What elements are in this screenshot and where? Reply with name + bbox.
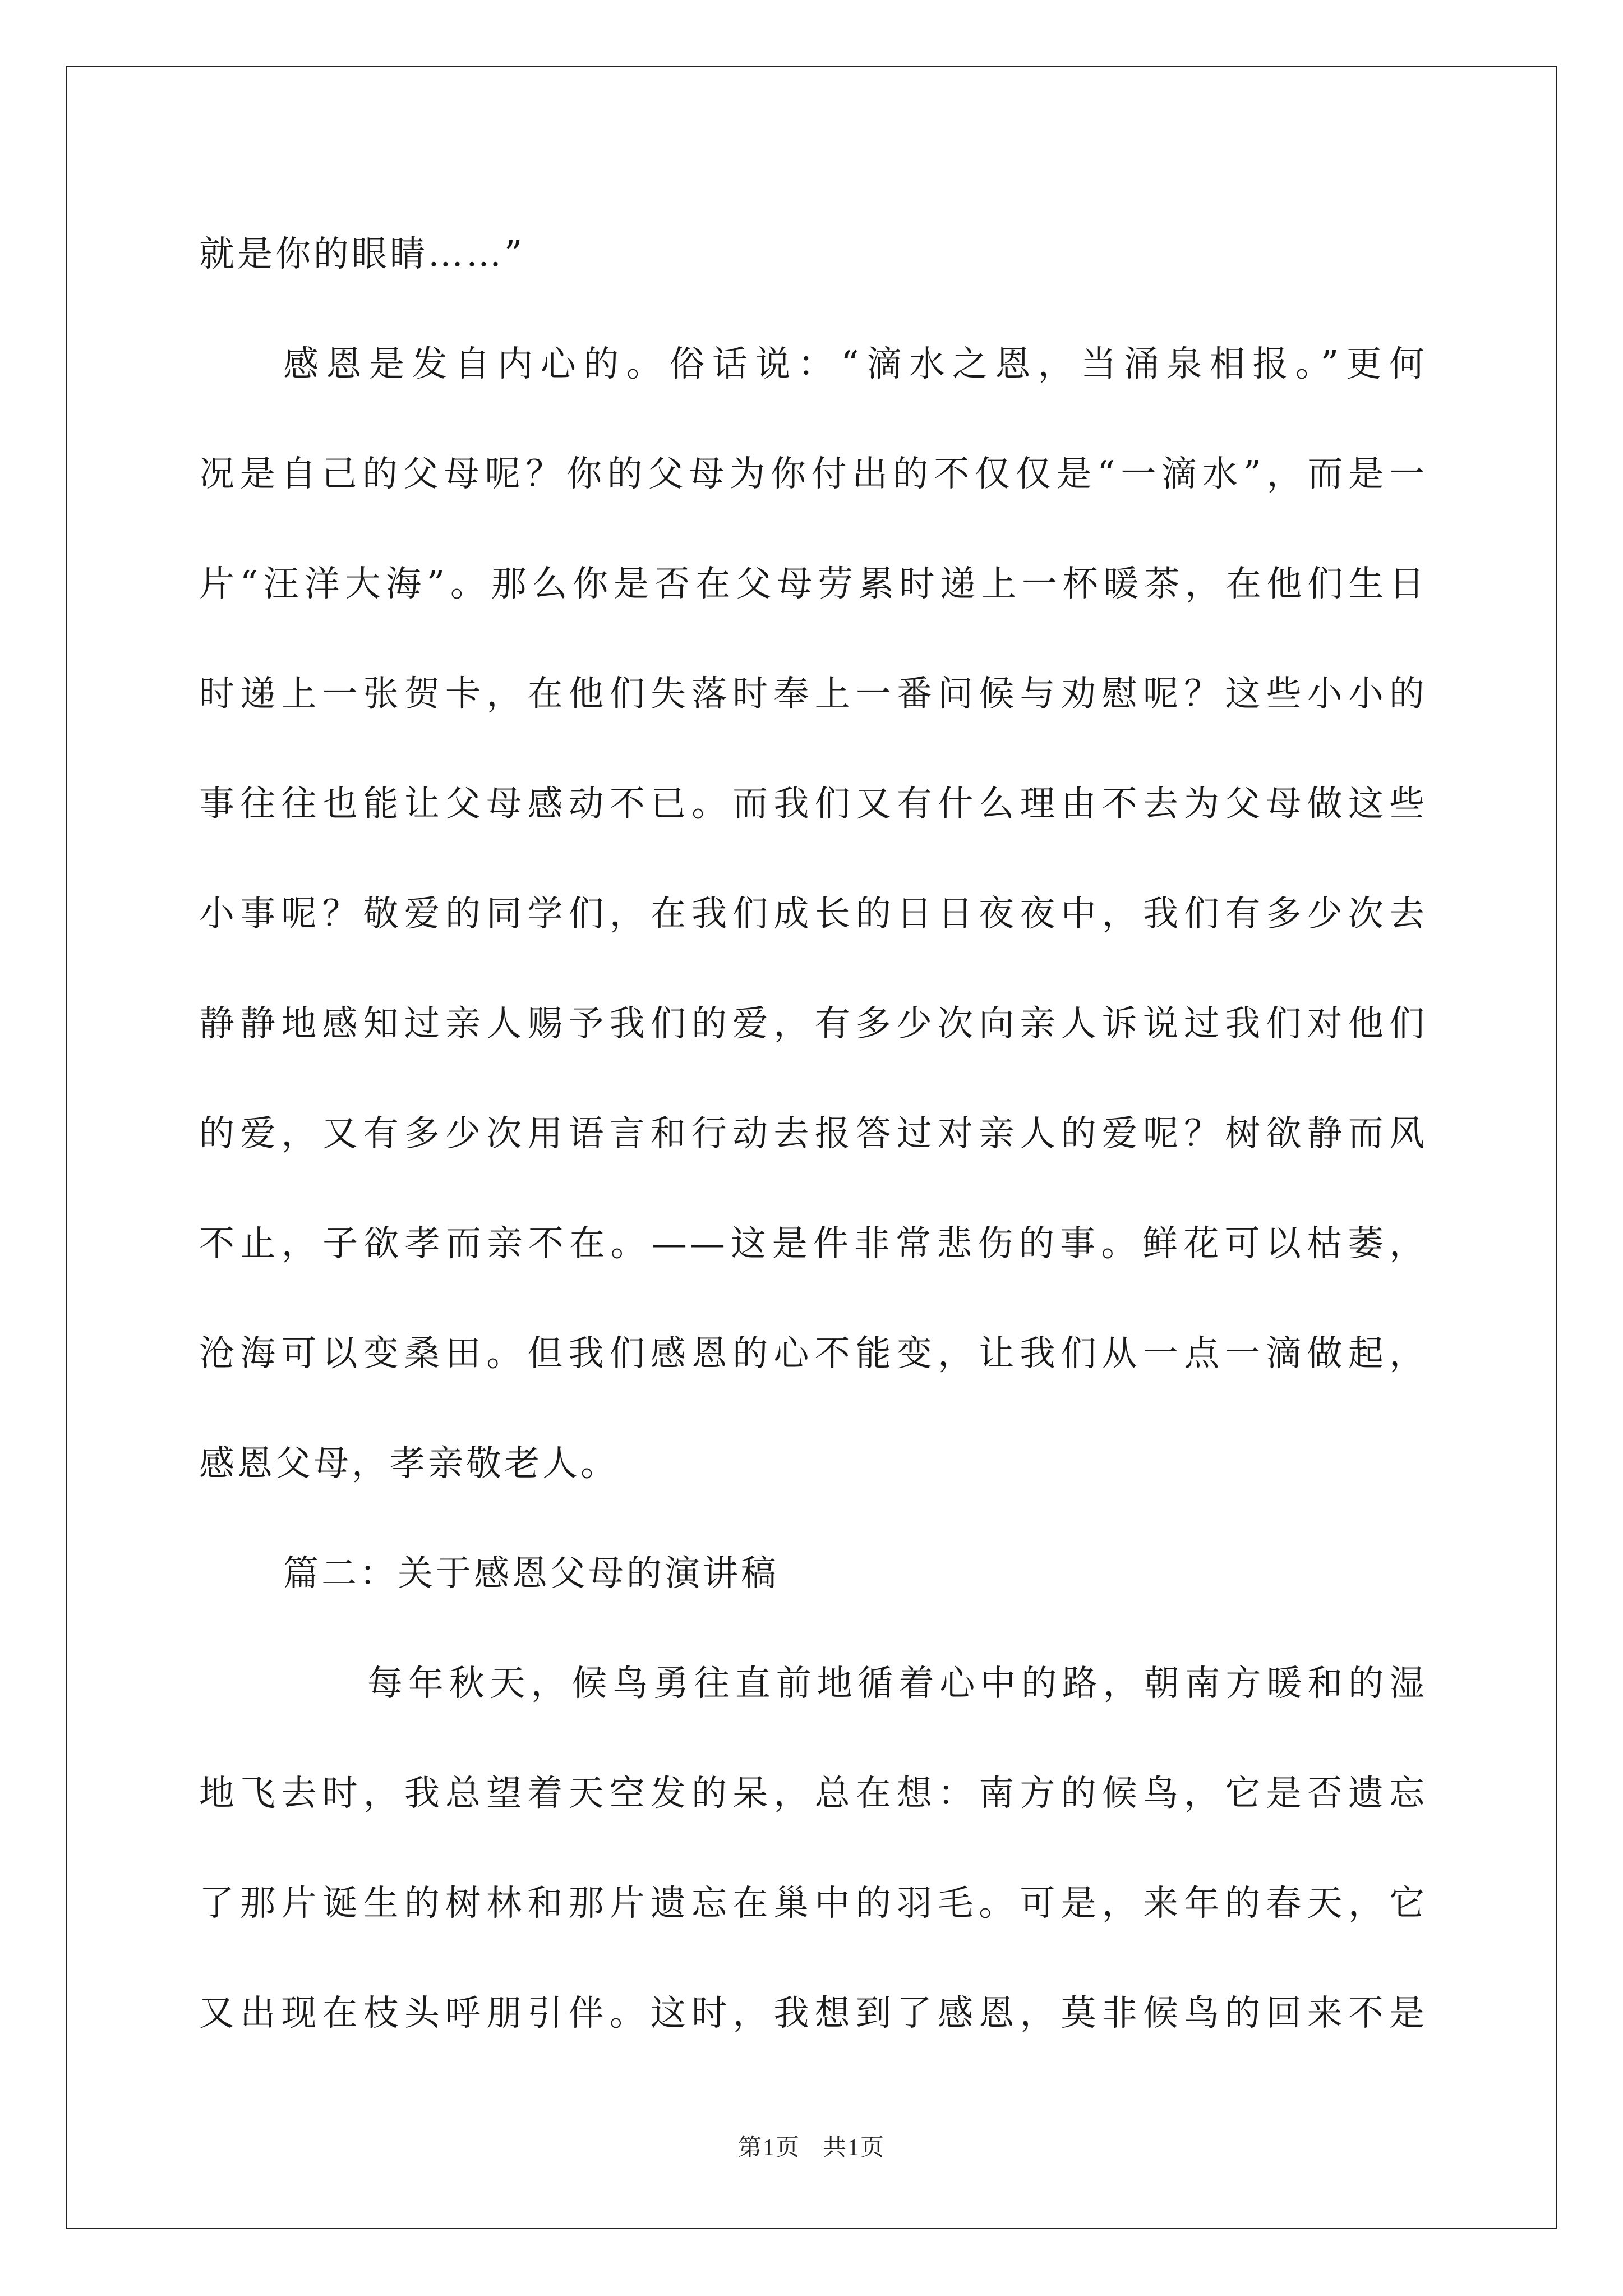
text-line: 的爱，又有多少次用语言和行动去报答过对亲人的爱呢？树欲静而风: [199, 1113, 1427, 1154]
page-footer: [0, 2129, 1623, 2162]
text-line: 感恩是发自内心的。俗话说：“滴水之恩，当涌泉相报。”更何: [283, 343, 1427, 384]
text-line: 静静地感知过亲人赐予我们的爱，有多少次向亲人诉说过我们对他们: [199, 1003, 1427, 1044]
text-line: 事往往也能让父母感动不已。而我们又有什么理由不去为父母做这些: [199, 783, 1427, 824]
text-line: 时递上一张贺卡，在他们失落时奉上一番问候与劝慰呢？这些小小的: [199, 673, 1427, 714]
section-heading: 篇二：关于感恩父母的演讲稿: [283, 1553, 779, 1594]
text-line: 感恩父母，孝亲敬老人。: [199, 1443, 619, 1484]
text-line: 地飞去时，我总望着天空发的呆，总在想：南方的候鸟，它是否遗忘: [199, 1773, 1427, 1814]
text-line: 又出现在枝头呼朋引伴。这时，我想到了感恩，莫非候鸟的回来不是: [199, 1993, 1427, 2033]
text-line: 就是你的眼睛……”: [199, 233, 525, 274]
text-line: 了那片诞生的树林和那片遗忘在巢中的羽毛。可是，来年的春天，它: [199, 1883, 1427, 1924]
text-line: 沧海可以变桑田。但我们感恩的心不能变，让我们从一点一滴做起，: [199, 1333, 1427, 1374]
text-line: 况是自己的父母呢？你的父母为你付出的不仅仅是“一滴水”，而是一: [199, 453, 1427, 494]
text-line: 不止，子欲孝而亲不在。——这是件非常悲伤的事。鲜花可以枯萎，: [199, 1223, 1427, 1264]
page-total: 共1页: [823, 2135, 886, 2161]
text-line: 片“汪洋大海”。那么你是否在父母劳累时递上一杯暖茶，在他们生日: [199, 563, 1427, 604]
document-body: [199, 199, 1427, 2068]
page-number: 第1页: [737, 2135, 800, 2161]
text-line: 每年秋天，候鸟勇往直前地循着心中的路，朝南方暖和的湿: [367, 1663, 1427, 1704]
text-line: 小事呢？敬爱的同学们，在我们成长的日日夜夜中，我们有多少次去: [199, 893, 1427, 934]
